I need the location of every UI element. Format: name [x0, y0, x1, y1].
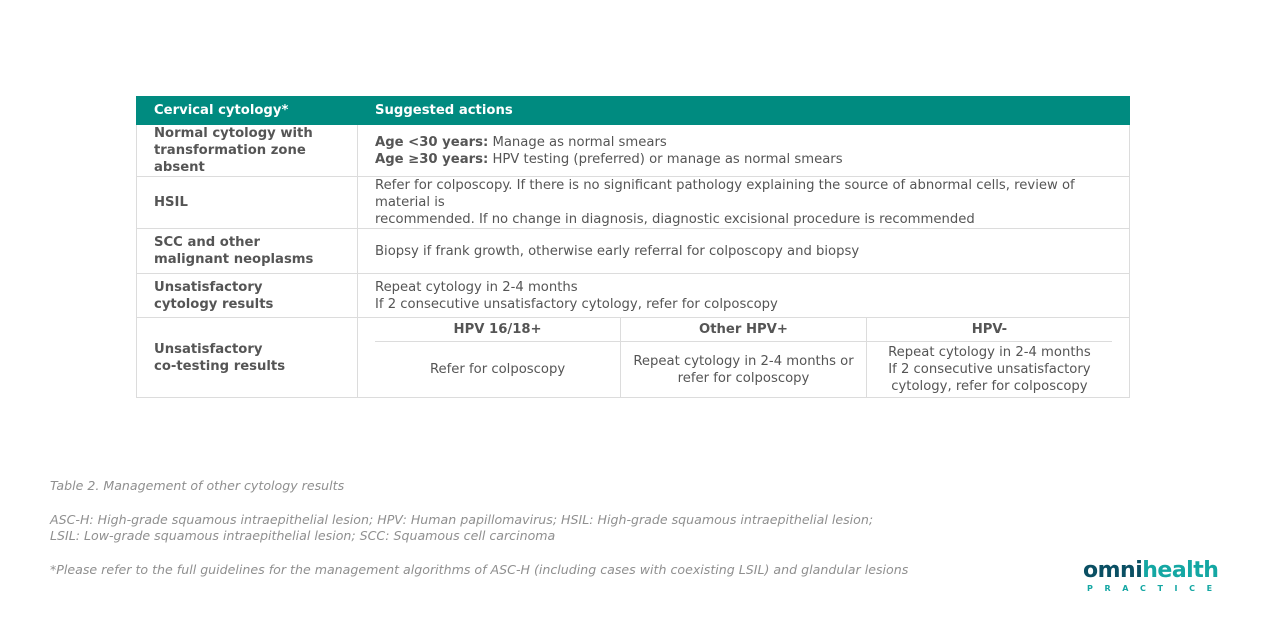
sub-cell-hpv-negative: Repeat cytology in 2-4 months If 2 consecutive unsatisfactory cytology, refer for colposcopy	[866, 342, 1112, 398]
table-row	[137, 318, 1130, 398]
header-suggested-actions: Suggested actions	[358, 97, 1130, 125]
header-cervical-cytology: Cervical cytology*	[137, 97, 358, 125]
row-action: Repeat cytology in 2-4 months If 2 consecutive unsatisfactory cytology, refer for colposcopy	[358, 274, 1130, 318]
cytology-management-table	[136, 96, 1130, 398]
table-row	[137, 177, 1130, 229]
sub-header-hpv-16-18: HPV 16/18+	[375, 318, 621, 342]
omnihealth-practice-logo	[1083, 558, 1223, 594]
row-label: Normal cytology with transformation zone absent	[137, 125, 358, 177]
table-row	[137, 125, 1130, 177]
table-header-row	[137, 97, 1130, 125]
subtable-header-row	[375, 318, 1112, 342]
row-action: Biopsy if frank growth, otherwise early referral for colposcopy and biopsy	[358, 229, 1130, 274]
logo-wordmark: omnihealth	[1083, 558, 1219, 583]
table-row	[137, 274, 1130, 318]
table-row	[137, 229, 1130, 274]
row-label: HSIL	[137, 177, 358, 229]
row-action: Age <30 years: Manage as normal smears Age ≥30 years: HPV testing (preferred) or manage as normal smears	[358, 125, 1130, 177]
co-testing-subtable-cell	[358, 318, 1130, 398]
sub-header-hpv-negative: HPV-	[866, 318, 1112, 342]
sub-header-other-hpv: Other HPV+	[621, 318, 867, 342]
logo-subtitle: PRACTICE	[1087, 584, 1224, 593]
footnote: *Please refer to the full guidelines for the management algorithms of ASC-H (including cases with coexisting LSIL) and glandular lesions	[50, 562, 909, 577]
sub-cell-other-hpv: Repeat cytology in 2-4 months or refer for colposcopy	[621, 342, 867, 398]
co-testing-subtable	[375, 318, 1112, 397]
row-label: Unsatisfactory cytology results	[137, 274, 358, 318]
subtable-body-row	[375, 342, 1112, 398]
row-action: Refer for colposcopy. If there is no significant pathology explaining the source of abnormal cells, review of material is recommended. If no change in diagnosis, diagnostic excisional procedure is recommended	[358, 177, 1130, 229]
row-label: SCC and other malignant neoplasms	[137, 229, 358, 274]
sub-cell-hpv-16-18: Refer for colposcopy	[375, 342, 621, 398]
abbreviations: ASC-H: High-grade squamous intraepithelial lesion; HPV: Human papillomavirus; HSIL: High-grade squamous intraepithelial lesion; LSIL: Low-grade squamous intraepithelial lesion; SCC: Squamous cell carcinoma	[50, 512, 874, 543]
row-label: Unsatisfactory co-testing results	[137, 318, 358, 398]
table-caption: Table 2. Management of other cytology results	[50, 478, 345, 493]
